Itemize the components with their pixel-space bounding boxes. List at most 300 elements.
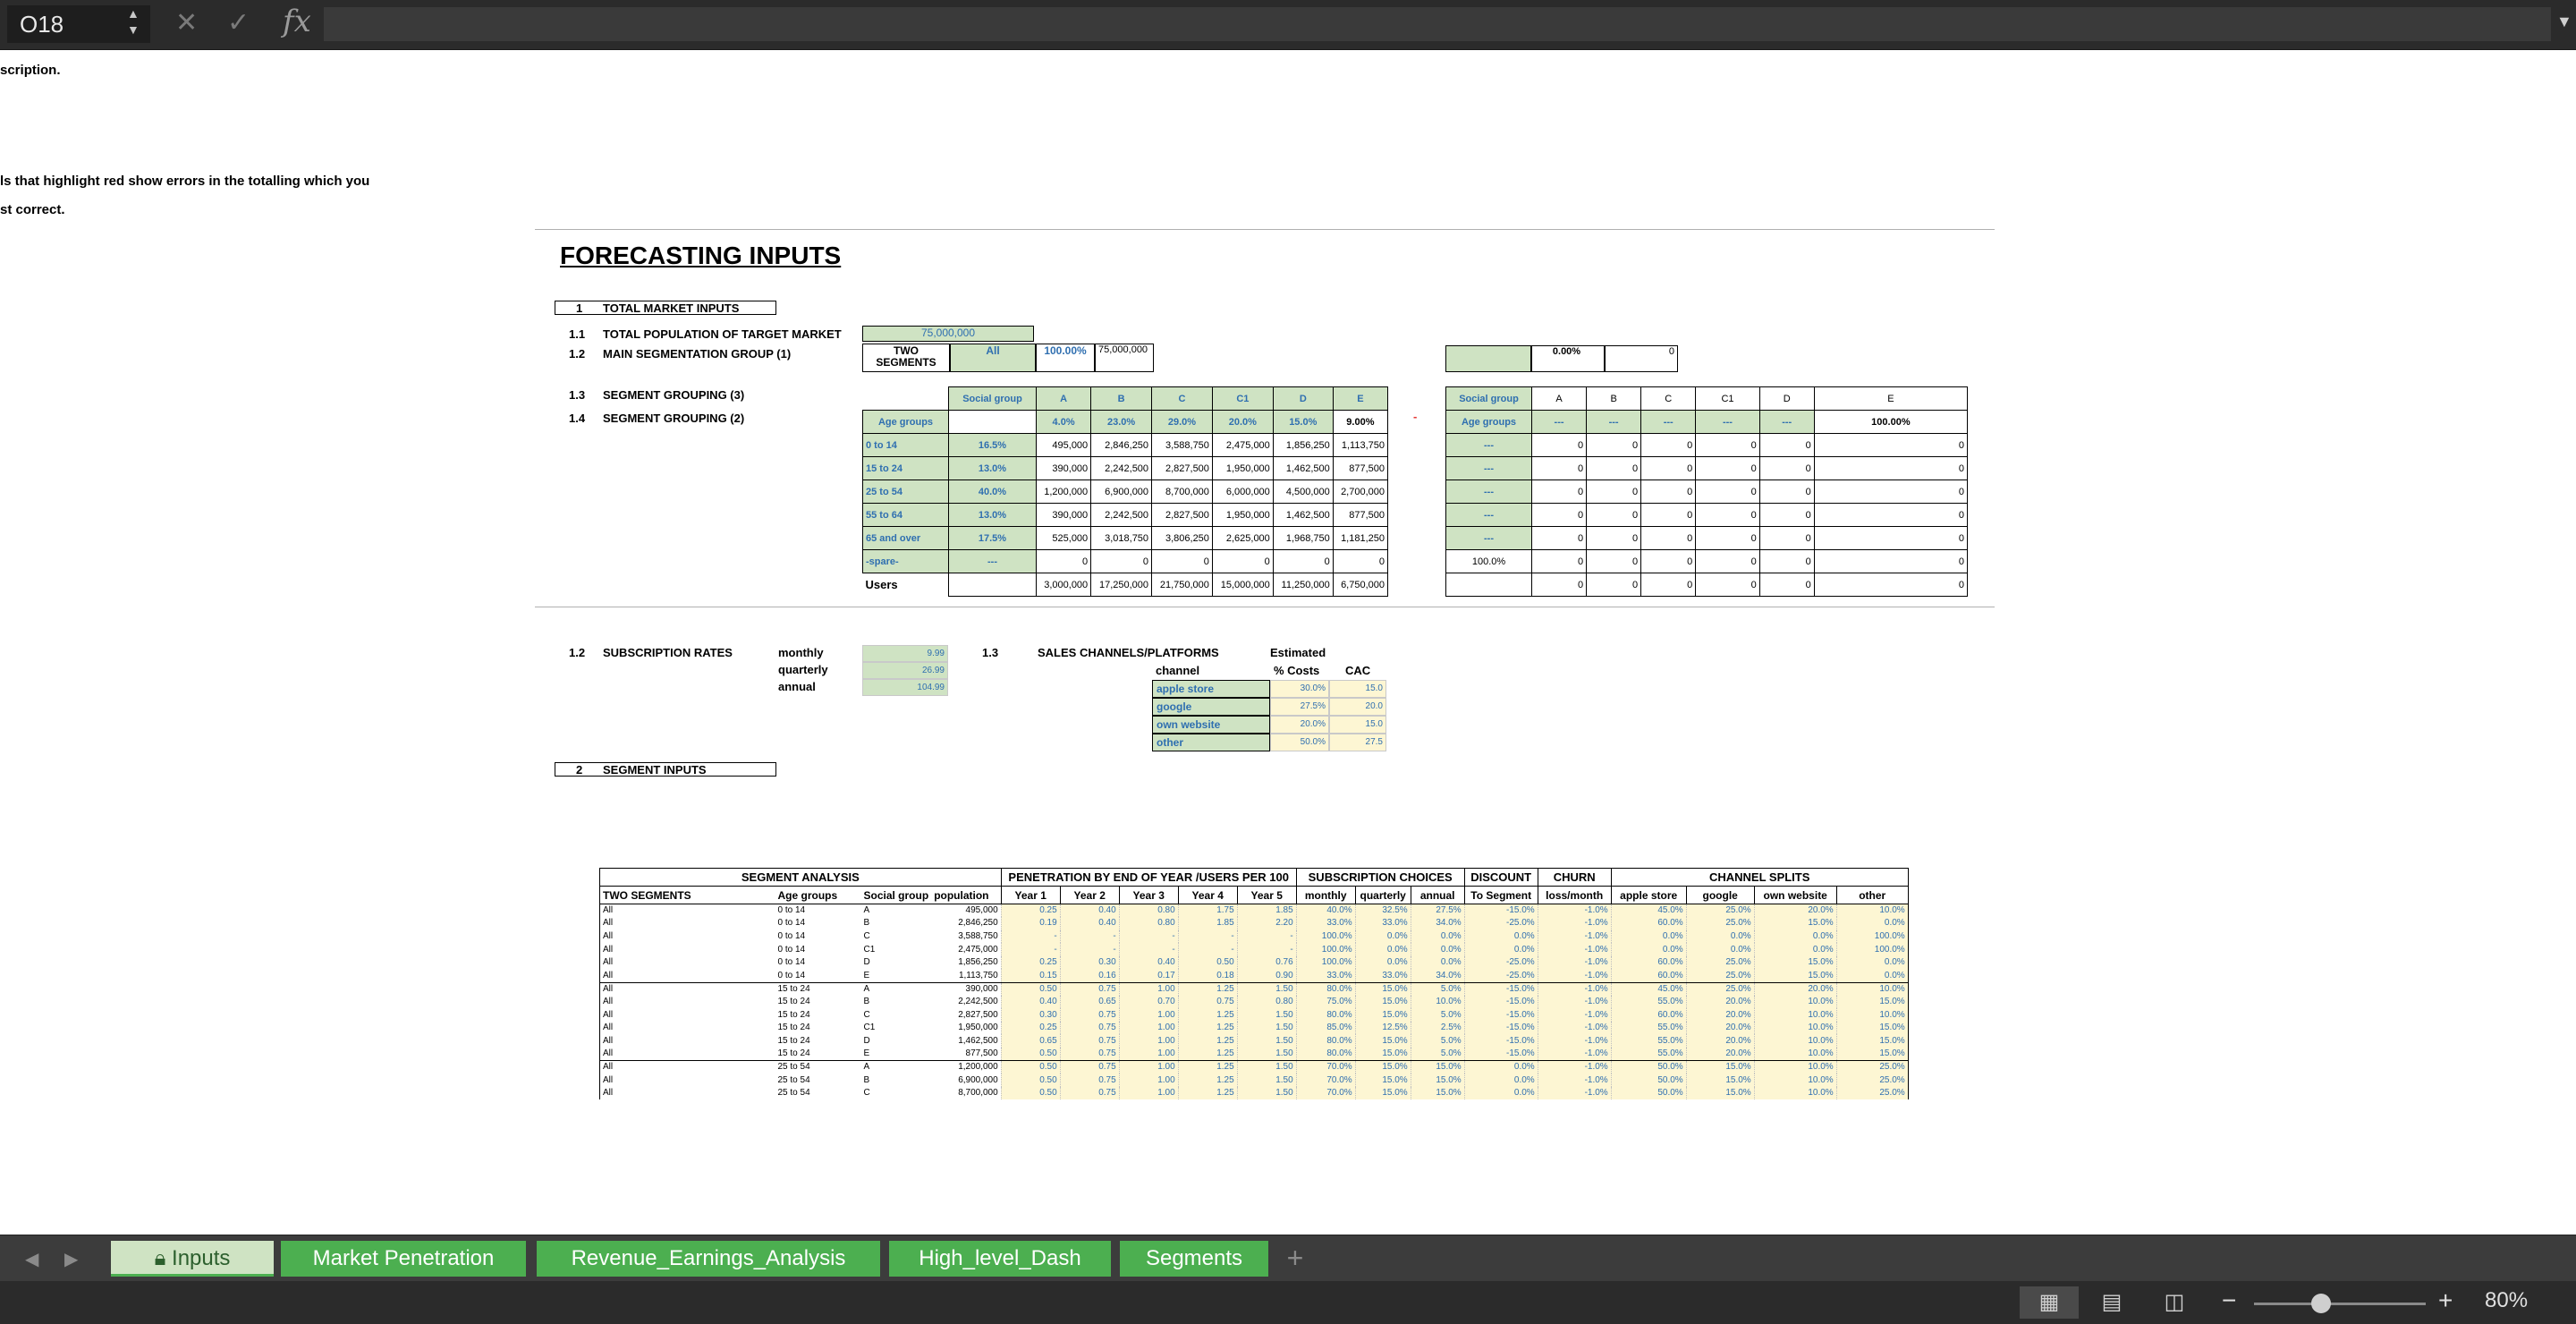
segment-input-cell[interactable]: 20.0% (1754, 904, 1836, 918)
segment-input-cell[interactable]: 60.0% (1611, 956, 1686, 970)
formula-bar (0, 0, 2576, 50)
segment-input-cell[interactable]: 0.50 (1001, 1061, 1060, 1074)
segment-input-cell[interactable]: 100.0% (1836, 930, 1908, 944)
right-row-blank (1446, 573, 1532, 597)
segment-input-cell[interactable]: 0.0% (1836, 956, 1908, 970)
segment-input-cell[interactable]: 0.50 (1178, 956, 1237, 970)
segment-input-cell[interactable]: 15.0% (1836, 1048, 1908, 1061)
segment-input-cell[interactable]: 0.65 (1060, 996, 1119, 1009)
confirm-icon[interactable]: ✓ (227, 8, 250, 38)
segment-input-cell[interactable]: 70.0% (1296, 1087, 1355, 1100)
segment-input-cell[interactable]: 45.0% (1611, 904, 1686, 918)
segment-input-cell[interactable]: 0.75 (1060, 1048, 1119, 1061)
segment-input-cell[interactable]: -1.0% (1538, 904, 1611, 918)
segment-input-cell[interactable]: 0.40 (1060, 917, 1119, 930)
segment-input-cell[interactable]: -15.0% (1464, 996, 1538, 1009)
segment-input-cell[interactable]: 0.90 (1237, 969, 1296, 982)
fx-icon[interactable]: fx (283, 4, 311, 39)
grid-social-pct-input[interactable]: 23.0% (1091, 411, 1152, 434)
segment-input-cell[interactable]: 1.50 (1237, 982, 1296, 996)
segment-input-cell[interactable]: - (1237, 930, 1296, 944)
segment-input-cell[interactable]: 0.0% (1836, 917, 1908, 930)
grid-age-group[interactable]: 15 to 24 (863, 457, 949, 480)
segment-input-cell[interactable]: 5.0% (1411, 1034, 1464, 1048)
segment-input-cell[interactable]: 0.75 (1060, 1008, 1119, 1022)
segment-input-cell[interactable]: -1.0% (1538, 969, 1611, 982)
segment-input-cell[interactable]: 0.75 (1060, 1022, 1119, 1035)
segment-input-cell[interactable]: 1.50 (1237, 1008, 1296, 1022)
right-header-val[interactable]: --- (1587, 411, 1641, 434)
segment-input-cell[interactable]: 5.0% (1411, 1008, 1464, 1022)
channel-cac-input[interactable]: 20.0 (1329, 698, 1386, 716)
segment-input-cell[interactable]: 10.0% (1754, 996, 1836, 1009)
segment-label-cell: 15 to 24 (777, 1009, 810, 1020)
segment-input-cell[interactable]: 1.85 (1237, 904, 1296, 918)
segment-input-cell[interactable]: 0.18 (1178, 969, 1237, 982)
segment-input-cell[interactable]: 10.0% (1754, 1048, 1836, 1061)
tab-market-penetration[interactable]: Market Penetration (281, 1241, 526, 1277)
segment-input-cell[interactable]: 2.5% (1411, 1022, 1464, 1035)
segment-input-cell[interactable]: 0.50 (1001, 1087, 1060, 1100)
segment-input-cell[interactable]: 0.0% (1464, 1074, 1538, 1087)
segment-input-cell[interactable]: 0.0% (1686, 943, 1754, 956)
segment-input-cell[interactable]: 1.00 (1119, 1034, 1178, 1048)
segment-input-cell[interactable]: 1.50 (1237, 1048, 1296, 1061)
normal-view-icon[interactable]: ▦ (2020, 1286, 2079, 1319)
segment-input-cell[interactable]: 20.0% (1686, 996, 1754, 1009)
page-layout-view-icon[interactable]: ▤ (2101, 1290, 2123, 1314)
segment-input-cell[interactable]: 25.0% (1836, 1061, 1908, 1074)
tab-high-level-dash[interactable]: High_level_Dash (889, 1241, 1111, 1277)
grid-age-pct-input[interactable]: 16.5% (949, 434, 1037, 457)
segment-input-cell[interactable]: 27.5% (1411, 904, 1464, 918)
segment-input-cell[interactable]: 1.25 (1178, 1022, 1237, 1035)
segment-label-cell: D (863, 1035, 870, 1046)
segment-input-cell[interactable]: 25.0% (1686, 982, 1754, 996)
grid-age-pct-input[interactable]: 13.0% (949, 457, 1037, 480)
channel-cac-input[interactable]: 15.0 (1329, 680, 1386, 698)
segment-input-cell[interactable]: 15.0% (1411, 1061, 1464, 1074)
segment-input-cell[interactable]: 1.25 (1178, 1034, 1237, 1048)
right-row-label[interactable]: --- (1446, 480, 1532, 504)
right-header-val[interactable]: --- (1532, 411, 1587, 434)
segment-input-cell[interactable]: 0.0% (1464, 1087, 1538, 1100)
segment-input-cell[interactable]: -1.0% (1538, 1022, 1611, 1035)
segment-col-header: other (1836, 887, 1908, 904)
sheet-grid[interactable] (0, 52, 2576, 1235)
right-header-val[interactable]: --- (1759, 411, 1814, 434)
right-grid-cell: 0 (1759, 457, 1814, 480)
segment-input-cell[interactable]: 20.0% (1686, 1048, 1754, 1061)
segment-input-cell[interactable]: 1.25 (1178, 1061, 1237, 1074)
segment-input-cell[interactable]: 0.80 (1119, 917, 1178, 930)
segment-input-cell[interactable]: - (1001, 930, 1060, 944)
section-2-label: SEGMENT INPUTS (603, 763, 707, 777)
segment-input-cell[interactable]: 0.0% (1836, 969, 1908, 982)
segment-input-cell[interactable]: 1.25 (1178, 1087, 1237, 1100)
segment-input-cell[interactable]: 0.0% (1464, 1061, 1538, 1074)
segment-input-cell[interactable]: 15.0% (1355, 1008, 1411, 1022)
segment-input-cell[interactable]: 0.40 (1060, 904, 1119, 918)
segment-input-cell[interactable]: 15.0% (1355, 1034, 1411, 1048)
segment-input-cell[interactable]: 50.0% (1611, 1061, 1686, 1074)
segment-input-cell[interactable]: 1.85 (1178, 917, 1237, 930)
segment-input-cell[interactable]: 0.70 (1119, 996, 1178, 1009)
segment-input-cell[interactable]: 80.0% (1296, 1008, 1355, 1022)
segment-input-cell[interactable]: 25.0% (1836, 1087, 1908, 1100)
segment-label-cell: E (863, 1048, 870, 1059)
segment-input-cell[interactable]: 0.25 (1001, 1022, 1060, 1035)
segment-input-cell[interactable]: 15.0% (1686, 1074, 1754, 1087)
segment-input-cell[interactable]: 15.0% (1355, 982, 1411, 996)
grid-social-pct-input[interactable]: 20.0% (1212, 411, 1273, 434)
divider (535, 229, 1995, 230)
channel-name[interactable]: google (1152, 698, 1270, 716)
segment-input-cell[interactable]: 1.00 (1119, 1074, 1178, 1087)
segment-input-cell[interactable]: 1.50 (1237, 1074, 1296, 1087)
segment-input-cell[interactable]: 50.0% (1611, 1087, 1686, 1100)
channel-name[interactable]: apple store (1152, 680, 1270, 698)
segment-input-cell[interactable]: -15.0% (1464, 1048, 1538, 1061)
segment-input-cell[interactable]: 1.00 (1119, 1048, 1178, 1061)
segment-input-cell[interactable]: 0.75 (1060, 982, 1119, 996)
segment-label-cell: 0 to 14 (777, 957, 806, 968)
segment-input-cell[interactable]: 55.0% (1611, 996, 1686, 1009)
segment-input-cell[interactable]: 50.0% (1611, 1074, 1686, 1087)
segment-input-cell[interactable]: -1.0% (1538, 1087, 1611, 1100)
segment-input-cell[interactable]: 0.40 (1001, 996, 1060, 1009)
segment-input-cell[interactable]: 55.0% (1611, 1022, 1686, 1035)
zoom-out-icon[interactable]: − (2222, 1286, 2237, 1314)
channel-cac-input[interactable]: 27.5 (1329, 734, 1386, 751)
segment-input-cell[interactable]: 70.0% (1296, 1061, 1355, 1074)
segment-input-cell[interactable]: 15.0% (1754, 969, 1836, 982)
grid-age-group[interactable]: 25 to 54 (863, 480, 949, 504)
segment-input-cell[interactable]: 80.0% (1296, 982, 1355, 996)
segment-input-cell[interactable]: 25.0% (1686, 917, 1754, 930)
segment-input-cell[interactable]: 0.0% (1464, 930, 1538, 944)
segment-input-cell[interactable]: 33.0% (1355, 917, 1411, 930)
segment-input-cell[interactable]: 0.65 (1001, 1034, 1060, 1048)
segment-input-cell[interactable]: 0.0% (1411, 943, 1464, 956)
segment-input-cell[interactable]: 0.0% (1754, 930, 1836, 944)
segment-input-cell[interactable]: 1.50 (1237, 1061, 1296, 1074)
segment-input-cell[interactable]: 0.16 (1060, 969, 1119, 982)
segment-input-cell[interactable]: 0.0% (1411, 956, 1464, 970)
segment-input-cell[interactable]: 5.0% (1411, 982, 1464, 996)
segment-input-cell[interactable]: - (1060, 930, 1119, 944)
segment-input-cell[interactable]: 15.0% (1355, 1074, 1411, 1087)
segment-input-cell[interactable]: 10.0% (1754, 1034, 1836, 1048)
tab-inputs[interactable] (111, 1241, 274, 1277)
segment-input-cell[interactable]: 1.50 (1237, 1087, 1296, 1100)
segment-input-cell[interactable]: 2.20 (1237, 917, 1296, 930)
segment-input-cell[interactable]: 0.75 (1060, 1074, 1119, 1087)
segment-input-cell[interactable]: -1.0% (1538, 917, 1611, 930)
segment-input-cell[interactable]: 15.0% (1355, 996, 1411, 1009)
cancel-icon[interactable]: ✕ (175, 8, 199, 38)
segment-input-cell[interactable]: - (1178, 943, 1237, 956)
segment-input-cell[interactable]: 0.0% (1611, 943, 1686, 956)
segment-input-cell[interactable]: 1.00 (1119, 1087, 1178, 1100)
segment-input-cell[interactable]: 0.17 (1119, 969, 1178, 982)
segment-input-cell[interactable]: 33.0% (1296, 969, 1355, 982)
rate-input[interactable]: 26.99 (862, 662, 948, 679)
segment-input-cell[interactable]: 80.0% (1296, 1048, 1355, 1061)
rate-label: annual (778, 680, 816, 693)
segment-label-cell: B (863, 1074, 870, 1085)
right-row-label[interactable]: --- (1446, 434, 1532, 457)
segment-input-cell[interactable]: 0.15 (1001, 969, 1060, 982)
tab-segments[interactable]: Segments (1120, 1241, 1268, 1277)
segment-input-cell[interactable]: 0.0% (1411, 930, 1464, 944)
segment-input-cell[interactable]: 25.0% (1686, 904, 1754, 918)
channel-cost-input[interactable]: 27.5% (1270, 698, 1329, 716)
right-social-group-header: Social group (1446, 387, 1532, 411)
segment-input-cell[interactable]: -15.0% (1464, 982, 1538, 996)
segment-input-cell[interactable]: 15.0% (1836, 1022, 1908, 1035)
segment-input-cell[interactable]: -1.0% (1538, 996, 1611, 1009)
segment-input-cell[interactable]: 15.0% (1836, 996, 1908, 1009)
tab-revenue-earnings-analysis[interactable]: Revenue_Earnings_Analysis (537, 1241, 880, 1277)
segment-input-cell[interactable]: -15.0% (1464, 904, 1538, 918)
segment-input-cell[interactable]: 15.0% (1355, 1087, 1411, 1100)
right-segment-input[interactable] (1445, 345, 1531, 372)
segment-input-cell[interactable]: 100.0% (1836, 943, 1908, 956)
segment-input-cell[interactable]: 25.0% (1686, 956, 1754, 970)
zoom-in-icon[interactable]: + (2438, 1286, 2453, 1314)
segment-input-cell[interactable]: 10.0% (1754, 1074, 1836, 1087)
segment-input-cell[interactable]: 0.75 (1178, 996, 1237, 1009)
segment-input-cell[interactable]: 34.0% (1411, 917, 1464, 930)
segment-input-cell[interactable]: -25.0% (1464, 917, 1538, 930)
segment-input-cell[interactable]: 0.50 (1001, 982, 1060, 996)
channel-cac-input[interactable]: 15.0 (1329, 716, 1386, 734)
segment-input-cell[interactable]: 0.30 (1060, 956, 1119, 970)
channel-cost-input[interactable]: 30.0% (1270, 680, 1329, 698)
segment-input-cell[interactable]: 70.0% (1296, 1074, 1355, 1087)
segment-input-cell[interactable]: 0.50 (1001, 1048, 1060, 1061)
segment-input-cell[interactable]: 1.50 (1237, 1034, 1296, 1048)
segment-input-cell[interactable]: - (1119, 930, 1178, 944)
channel-name[interactable]: other (1152, 734, 1270, 751)
channel-name[interactable]: own website (1152, 716, 1270, 734)
segment-input-cell[interactable]: -15.0% (1464, 1022, 1538, 1035)
segment-input-cell[interactable]: 1.25 (1178, 1008, 1237, 1022)
segment-total: 75,000,000 (1095, 344, 1154, 372)
segment-all-input[interactable]: All (950, 344, 1036, 372)
segment-input-cell[interactable]: -25.0% (1464, 956, 1538, 970)
segment-input-cell[interactable]: 15.0% (1836, 1034, 1908, 1048)
segment-input-cell[interactable]: 100.0% (1296, 956, 1355, 970)
segment-input-cell[interactable]: - (1001, 943, 1060, 956)
right-col: D (1759, 387, 1814, 411)
tab-scroll-left-icon[interactable]: ◀ (25, 1250, 39, 1269)
segment-input-cell[interactable]: 1.00 (1119, 1061, 1178, 1074)
segment-input-cell[interactable]: 80.0% (1296, 1034, 1355, 1048)
segment-input-cell[interactable]: - (1060, 943, 1119, 956)
segment-input-cell[interactable]: 1.00 (1119, 982, 1178, 996)
segment-input-cell[interactable]: -15.0% (1464, 1008, 1538, 1022)
add-sheet-icon[interactable]: + (1286, 1242, 1304, 1274)
rate-input[interactable]: 104.99 (862, 679, 948, 696)
segment-input-cell[interactable]: 0.0% (1355, 943, 1411, 956)
segment-input-cell[interactable]: 60.0% (1611, 1008, 1686, 1022)
segment-input-cell[interactable]: 0.0% (1355, 930, 1411, 944)
tab-scroll-right-icon[interactable]: ▶ (64, 1250, 79, 1269)
segment-input-cell[interactable]: 32.5% (1355, 904, 1411, 918)
formula-input[interactable] (324, 7, 2551, 41)
segment-input-cell[interactable]: -1.0% (1538, 956, 1611, 970)
segment-input-cell[interactable]: 0.19 (1001, 917, 1060, 930)
segment-input-cell[interactable]: 15.0% (1754, 917, 1836, 930)
right-header-val[interactable]: --- (1696, 411, 1759, 434)
segment-input-cell[interactable]: 15.0% (1355, 1048, 1411, 1061)
segment-input-cell[interactable]: 15.0% (1686, 1061, 1754, 1074)
segment-input-cell[interactable]: 0.25 (1001, 956, 1060, 970)
segment-input-cell[interactable]: 0.0% (1686, 930, 1754, 944)
rate-input[interactable]: 9.99 (862, 645, 948, 662)
segment-input-cell[interactable]: 25.0% (1686, 969, 1754, 982)
segment-input-cell[interactable]: -1.0% (1538, 943, 1611, 956)
segment-input-cell[interactable]: 60.0% (1611, 969, 1686, 982)
segment-input-cell[interactable]: 10.0% (1836, 904, 1908, 918)
segment-input-cell[interactable]: 55.0% (1611, 1034, 1686, 1048)
segment-input-cell[interactable]: -1.0% (1538, 1034, 1611, 1048)
right-row-label[interactable]: --- (1446, 457, 1532, 480)
segment-input-cell[interactable]: 75.0% (1296, 996, 1355, 1009)
segment-input-cell[interactable]: 0.75 (1060, 1087, 1119, 1100)
segment-input-cell[interactable]: 12.5% (1355, 1022, 1411, 1035)
segment-input-cell[interactable]: 1.25 (1178, 982, 1237, 996)
page-break-view-icon[interactable]: ◫ (2164, 1290, 2185, 1314)
segment-input-cell[interactable]: 55.0% (1611, 1048, 1686, 1061)
segment-input-cell[interactable]: -1.0% (1538, 982, 1611, 996)
segment-input-cell[interactable]: -1.0% (1538, 1074, 1611, 1087)
segment-input-cell[interactable]: 100.0% (1296, 943, 1355, 956)
segment-row (600, 1087, 1909, 1100)
segment-input-cell[interactable]: 10.0% (1754, 1008, 1836, 1022)
segment-input-cell[interactable]: 0.50 (1001, 1074, 1060, 1087)
right-grid-row (1446, 504, 1968, 527)
segment-input-cell[interactable]: 20.0% (1686, 1008, 1754, 1022)
segment-input-cell[interactable]: 45.0% (1611, 982, 1686, 996)
grid-age-pct-input[interactable]: 17.5% (949, 527, 1037, 550)
segment-input-cell[interactable]: -1.0% (1538, 1008, 1611, 1022)
segment-input-cell[interactable]: 0.30 (1001, 1008, 1060, 1022)
segment-input-cell[interactable]: 1.25 (1178, 1074, 1237, 1087)
segment-input-cell[interactable]: 20.0% (1686, 1034, 1754, 1048)
segment-input-cell[interactable]: 0.0% (1611, 930, 1686, 944)
segment-input-cell[interactable]: 15.0% (1411, 1087, 1464, 1100)
segment-input-cell[interactable]: 0.75 (1060, 1034, 1119, 1048)
segment-input-cell[interactable]: - (1237, 943, 1296, 956)
grid-social-pct-input[interactable]: 29.0% (1152, 411, 1213, 434)
zoom-slider-handle[interactable] (2311, 1294, 2331, 1313)
segment-input-cell[interactable]: -1.0% (1538, 1048, 1611, 1061)
zoom-level[interactable]: 80% (2485, 1288, 2529, 1312)
segment-input-cell[interactable]: 0.0% (1464, 943, 1538, 956)
segment-input-cell[interactable]: -1.0% (1538, 930, 1611, 944)
segment-input-cell[interactable]: 15.0% (1355, 1061, 1411, 1074)
grid-age-group[interactable]: 55 to 64 (863, 504, 949, 527)
segment-input-cell[interactable]: - (1119, 943, 1178, 956)
grid-age-group[interactable]: 65 and over (863, 527, 949, 550)
segment-input-cell[interactable]: -1.0% (1538, 1061, 1611, 1074)
segment-input-cell[interactable]: 0.0% (1355, 956, 1411, 970)
right-header-val[interactable]: --- (1641, 411, 1696, 434)
grid-age-pct-input[interactable]: 40.0% (949, 480, 1037, 504)
segment-input-cell[interactable]: 33.0% (1355, 969, 1411, 982)
grid-age-pct-input[interactable]: --- (949, 550, 1037, 573)
segment-input-cell[interactable]: 33.0% (1296, 917, 1355, 930)
status-bar (0, 1281, 2576, 1324)
grid-social-pct-input[interactable]: 4.0% (1037, 411, 1091, 434)
segment-input-cell[interactable]: 20.0% (1754, 982, 1836, 996)
segment-input-cell[interactable]: 1.00 (1119, 1022, 1178, 1035)
grid-age-pct-input[interactable]: 13.0% (949, 504, 1037, 527)
segment-input-cell[interactable]: 5.0% (1411, 1048, 1464, 1061)
segment-input-cell[interactable]: 40.0% (1296, 904, 1355, 918)
right-grid-cell: 0 (1759, 434, 1814, 457)
formula-expand-icon[interactable]: ▼ (2556, 13, 2572, 30)
name-box[interactable]: O18 (7, 5, 150, 43)
channel-cost-input[interactable]: 50.0% (1270, 734, 1329, 751)
segment-input-cell[interactable]: 0.75 (1060, 1061, 1119, 1074)
segment-input-cell[interactable]: -25.0% (1464, 969, 1538, 982)
grid-social-pct-input[interactable]: 15.0% (1273, 411, 1333, 434)
segment-input-cell[interactable]: 10.0% (1836, 1008, 1908, 1022)
segment-input-cell[interactable]: 10.0% (1754, 1061, 1836, 1074)
segment-label-cell: All (600, 982, 775, 996)
right-row-label[interactable]: --- (1446, 504, 1532, 527)
segment-input-cell[interactable]: 15.0% (1686, 1087, 1754, 1100)
segment-input-cell[interactable]: 1.00 (1119, 1008, 1178, 1022)
segment-input-cell[interactable]: 25.0% (1836, 1074, 1908, 1087)
segment-input-cell[interactable]: 10.0% (1836, 982, 1908, 996)
segment-input-cell[interactable]: 1.50 (1237, 1022, 1296, 1035)
segment-input-cell[interactable]: 0.0% (1754, 943, 1836, 956)
segment-input-cell[interactable]: 20.0% (1686, 1022, 1754, 1035)
segment-input-cell[interactable]: 0.80 (1119, 904, 1178, 918)
grid-age-group[interactable]: -spare- (863, 550, 949, 573)
segment-input-cell[interactable]: 0.25 (1001, 904, 1060, 918)
segment-input-cell[interactable]: 60.0% (1611, 917, 1686, 930)
grid-age-group[interactable]: 0 to 14 (863, 434, 949, 457)
channel-cost-input[interactable]: 20.0% (1270, 716, 1329, 734)
segment-input-cell[interactable]: 1.25 (1178, 1048, 1237, 1061)
segment-input-cell[interactable]: 0.80 (1237, 996, 1296, 1009)
name-box-stepper[interactable]: ▲ ▼ (127, 6, 140, 37)
zoom-slider[interactable] (2254, 1303, 2426, 1305)
segment-input-cell[interactable]: - (1178, 930, 1237, 944)
segment-input-cell[interactable]: 100.0% (1296, 930, 1355, 944)
segment-input-cell[interactable]: 15.0% (1754, 956, 1836, 970)
segment-input-cell[interactable]: -15.0% (1464, 1034, 1538, 1048)
segment-input-cell[interactable]: 1.75 (1178, 904, 1237, 918)
segment-input-cell[interactable]: 10.0% (1754, 1022, 1836, 1035)
segment-input-cell[interactable]: 0.76 (1237, 956, 1296, 970)
total-population-input[interactable]: 75,000,000 (862, 326, 1034, 342)
segment-input-cell[interactable]: 10.0% (1411, 996, 1464, 1009)
segment-input-cell[interactable]: 15.0% (1411, 1074, 1464, 1087)
segment-input-cell[interactable]: 10.0% (1754, 1087, 1836, 1100)
right-segment-pct: 0.00% (1531, 345, 1605, 372)
segment-input-cell[interactable]: 34.0% (1411, 969, 1464, 982)
segment-input-cell[interactable]: 0.40 (1119, 956, 1178, 970)
segment-input-cell[interactable]: 85.0% (1296, 1022, 1355, 1035)
right-row-label[interactable]: --- (1446, 527, 1532, 550)
